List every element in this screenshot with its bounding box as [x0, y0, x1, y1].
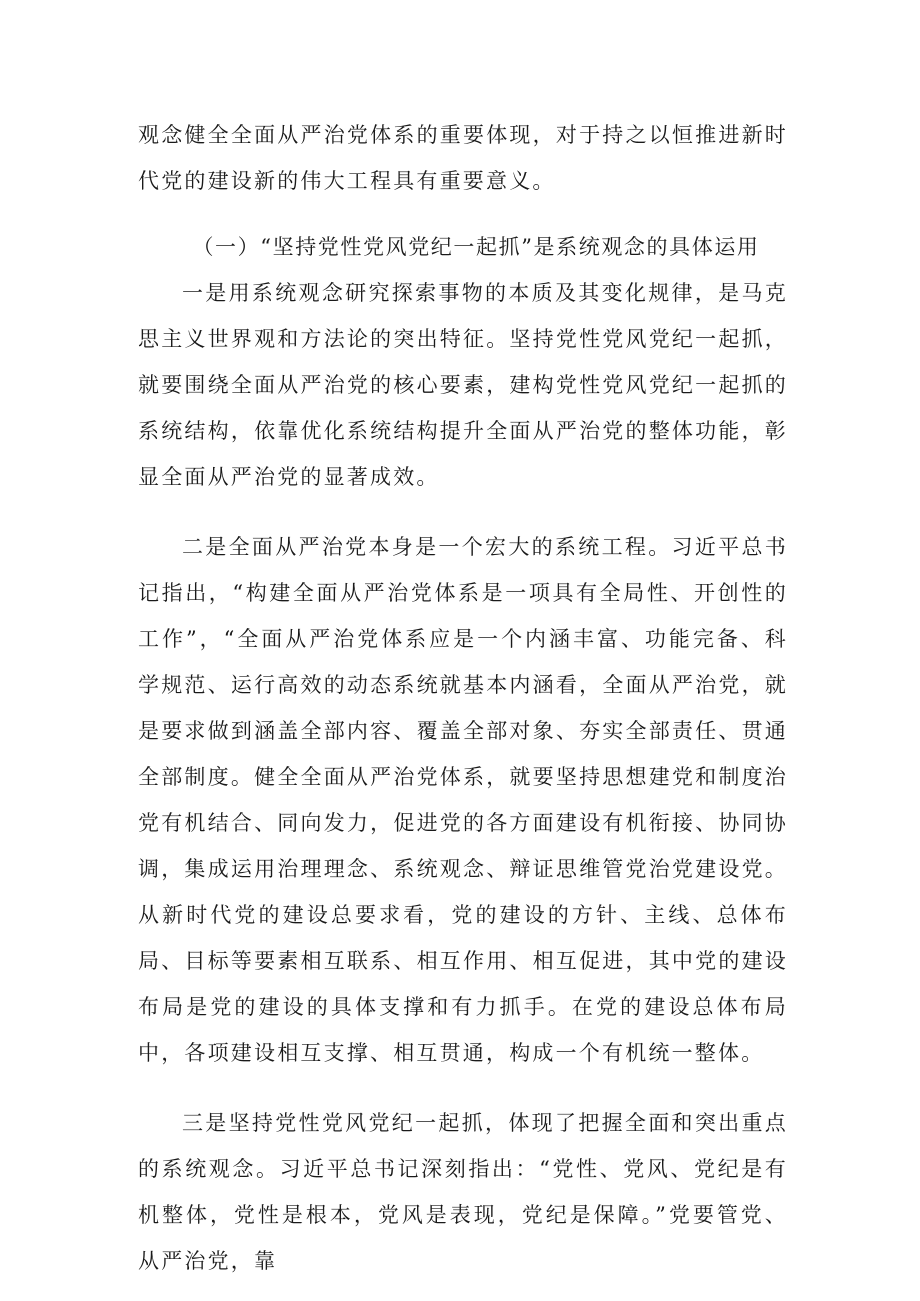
- section-heading: （一）“坚持党性党风党纪一起抓”是系统观念的具体运用: [192, 235, 760, 259]
- paragraph-second-point: 二是全面从严治党本身是一个宏大的系统工程。习近平总书记指出，“构建全面从严治党体系是一项具有全局性、开创性的工作”，“全面从严治党体系应是一个内涵丰富、功能完备、科学规范、运行高效的动态系统就基本内涵看，全面从严治党，就是要求做到涵盖全部内容、覆盖全部对象、夯实全部责任、贯通全部制度。健全全面从严治党体系，就要坚持思想建党和制度治党有机结合、同向发力，促进党的各方面建设有机衔接、协同协调，集成运用治理理念、系统观念、辩证思维管党治党建设党。从新时代党的建设总要求看，党的建设的方针、主线、总体布局、目标等要素相互联系、相互作用、相互促进，其中党的建设布局是党的建设的具体支撑和有力抓手。在党的建设总体布局中，各项建设相互支撑、相互贯通，构成一个有机统一整体。: [138, 535, 788, 1065]
- paragraph-third-point: 三是坚持党性党风党纪一起抓，体现了把握全面和突出重点的系统观念。习近平总书记深刻指出：“党性、党风、党纪是有机整体，党性是根本，党风是表现，党纪是保障。”党要管党、从严治党，靠: [138, 1111, 788, 1273]
- paragraph-continuation: 观念健全全面从严治党体系的重要体现，对于持之以恒推进新时代党的建设新的伟大工程具有重要意义。: [138, 123, 788, 193]
- paragraph-first-point: 一是用系统观念研究探索事物的本质及其变化规律，是马克思主义世界观和方法论的突出特征。坚持党性党风党纪一起抓，就要围绕全面从严治党的核心要素，建构党性党风党纪一起抓的系统结构，依靠优化系统结构提升全面从严治党的整体功能，彰显全面从严治党的显著成效。: [138, 281, 788, 489]
- document-body: [138, 112, 788, 1284]
